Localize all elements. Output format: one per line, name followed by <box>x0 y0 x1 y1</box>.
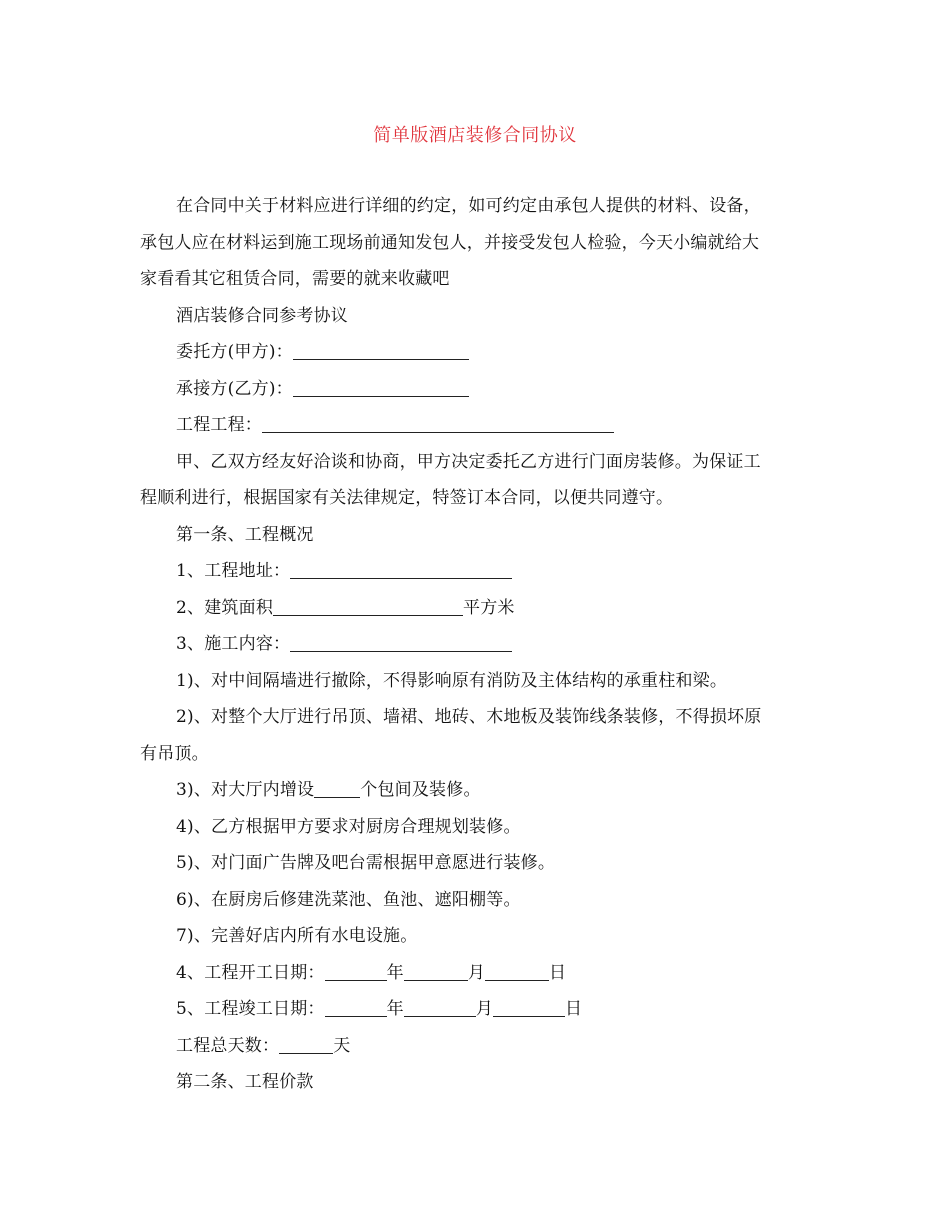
end-year-blank[interactable] <box>325 998 387 1017</box>
item-1-line <box>140 553 812 590</box>
article-1-title: 第一条、工程概况 <box>176 524 314 545</box>
preamble-line-1: 甲、乙双方经友好洽谈和协商，甲方决定委托乙方进行门面房装修。为保证工 <box>176 451 761 472</box>
item-3-line <box>140 626 812 663</box>
item-4-label: 4、工程开工日期： <box>176 962 325 983</box>
intro-line-3: 家看看其它租赁合同，需要的就来收藏吧 <box>140 269 450 289</box>
document-title: 简单版酒店装修合同协议 <box>373 125 577 146</box>
address-blank[interactable] <box>290 560 512 579</box>
total-days-label: 工程总天数： <box>176 1035 280 1056</box>
sub-item-4: 4)、乙方根据甲方要求对厨房合理规划装修。 <box>176 816 521 837</box>
total-days-line <box>140 1028 812 1065</box>
party-a-line <box>140 334 812 371</box>
start-day-blank[interactable] <box>485 962 549 981</box>
end-day-blank[interactable] <box>493 998 565 1017</box>
start-day-unit: 日 <box>549 962 567 983</box>
rooms-blank[interactable] <box>314 779 360 798</box>
party-b-line <box>140 371 812 408</box>
item-5-label: 5、工程竣工日期： <box>176 999 325 1019</box>
sub-item-3 <box>140 772 812 809</box>
item-2-line <box>140 590 812 627</box>
intro-line-1: 在合同中关于材料应进行详细的约定，如可约定由承包人提供的材料、设备， <box>176 196 761 216</box>
intro-line-2: 承包人应在材料运到施工现场前通知发包人，并接受发包人检验，今天小编就给大 <box>140 232 760 253</box>
party-a-blank[interactable] <box>293 341 469 360</box>
sub-item-3-suffix: 个包间及装修。 <box>360 780 481 800</box>
sub-item-1: 1)、对中间隔墙进行撤除，不得影响原有消防及主体结构的承重柱和梁。 <box>176 670 728 691</box>
project-line <box>140 407 812 444</box>
start-year-blank[interactable] <box>325 962 387 981</box>
item-3-label: 3、施工内容： <box>176 634 291 654</box>
start-month-unit: 月 <box>467 962 486 983</box>
total-days-blank[interactable] <box>279 1035 333 1054</box>
item-1-label: 1、工程地址： <box>176 561 291 581</box>
sub-item-5: 5)、对门面广告牌及吧台需根据甲意愿进行装修。 <box>176 853 556 873</box>
preamble-line-2: 程顺利进行，根据国家有关法律规定，特签订本合同，以便共同遵守。 <box>140 488 674 508</box>
end-month-blank[interactable] <box>404 998 476 1017</box>
end-day-unit: 日 <box>565 999 583 1019</box>
item-2-label: 2、建筑面积 <box>176 597 274 618</box>
sub-item-2-line-2: 有吊顶。 <box>140 743 209 764</box>
sub-item-3-prefix: 3)、对大厅内增设 <box>176 780 315 800</box>
scope-blank[interactable] <box>290 633 512 652</box>
end-year-unit: 年 <box>386 999 404 1019</box>
contract-subtitle: 酒店装修合同参考协议 <box>176 305 348 326</box>
sub-item-6: 6)、在厨房后修建洗菜池、鱼池、遮阳棚等。 <box>176 889 521 910</box>
item-2-unit: 平方米 <box>463 597 515 618</box>
party-a-label: 委托方(甲方)： <box>176 342 293 362</box>
project-blank[interactable] <box>262 414 614 433</box>
item-5-line <box>140 991 812 1028</box>
start-year-unit: 年 <box>386 962 404 983</box>
area-blank[interactable] <box>273 597 463 616</box>
party-b-label: 承接方(乙方)： <box>176 378 293 399</box>
document-body <box>140 188 812 1101</box>
sub-item-7: 7)、完善好店内所有水电设施。 <box>176 926 418 946</box>
party-b-blank[interactable] <box>293 378 469 397</box>
project-label: 工程工程： <box>176 415 262 435</box>
article-2-title: 第二条、工程价款 <box>176 1072 314 1092</box>
sub-item-2-line-1: 2)、对整个大厅进行吊顶、墙裙、地砖、木地板及装饰线条装修，不得损坏原 <box>176 707 762 727</box>
item-4-line <box>140 955 812 992</box>
end-month-unit: 月 <box>475 999 494 1019</box>
start-month-blank[interactable] <box>404 962 468 981</box>
total-days-unit: 天 <box>333 1035 351 1056</box>
